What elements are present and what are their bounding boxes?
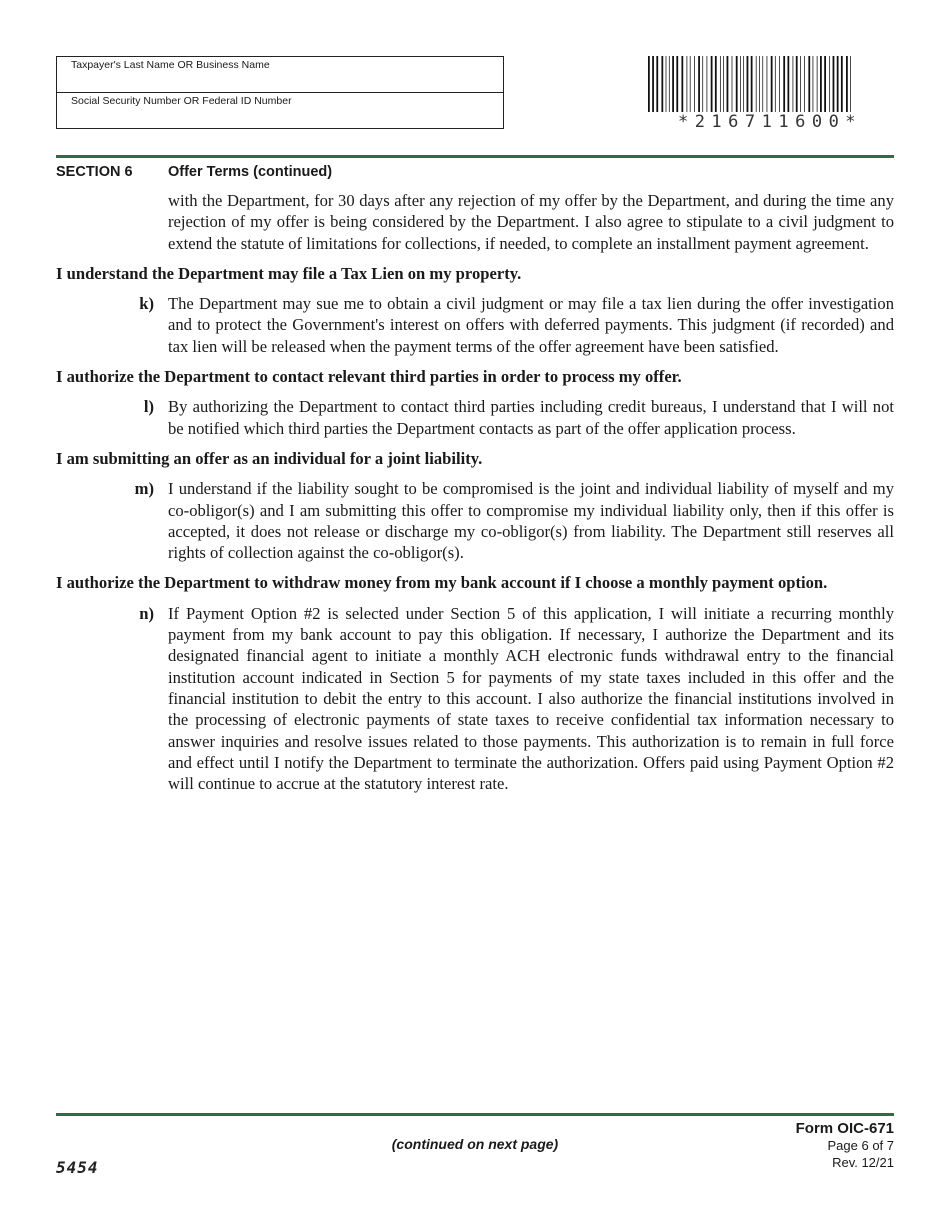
barcode-bar bbox=[775, 56, 776, 112]
barcode-bar bbox=[824, 56, 826, 112]
barcode-bar bbox=[796, 56, 798, 112]
barcode-bar bbox=[751, 56, 753, 112]
item-text: By authorizing the Department to contact third parties including credit bureaus, I understand that I will not be notified which third parties the Department contacts as part of the offer application process. bbox=[168, 397, 894, 438]
barcode-bar bbox=[850, 56, 851, 112]
item-text: If Payment Option #2 is selected under Section 5 of this application, I will initiate a recurring monthly payment from my bank account to pay this obligation. If necessary, I authorize the Department and its designated financial agent to initiate a monthly ACH electronic funds withdrawal entry to the financial institution account indicated in Section 5 for payments of my state taxes included in this offer and the financial institution to debit the entry to this account. I also authorize the financial institutions involved in the processing of electronic payments of state taxes to receive confidential tax information necessary to answer inquiries and resolve issues related to those payments. This authorization is to remain in full force and effect until I notify the Department to terminate the authorization. Offers paid using Payment Option #2 will continue to accrue at the statutory interest rate. bbox=[168, 603, 894, 794]
barcode-bar bbox=[681, 56, 683, 112]
page-number: Page 6 of 7 bbox=[827, 1138, 894, 1153]
item-label: m) bbox=[134, 479, 154, 499]
barcode-bar bbox=[690, 56, 691, 112]
barcode-bar bbox=[779, 56, 780, 112]
barcode bbox=[648, 56, 892, 112]
barcode-bar bbox=[727, 56, 729, 112]
barcode-bar bbox=[817, 56, 818, 112]
barcode-bar bbox=[698, 56, 700, 112]
barcode-bar bbox=[648, 56, 650, 112]
section-heading bbox=[56, 164, 332, 180]
section-title: Offer Terms (continued) bbox=[168, 164, 333, 180]
barcode-bar bbox=[740, 56, 741, 112]
barcode-bar bbox=[669, 56, 670, 112]
section-body bbox=[56, 190, 894, 803]
taxpayer-name-label: Taxpayer's Last Name OR Business Name bbox=[71, 59, 270, 71]
barcode-bar bbox=[652, 56, 654, 112]
intro-paragraph: with the Department, for 30 days after any rejection of my offer by the Department, and during the time any rejection of my offer is being considered by the Department. I also agree to stipulate to a civil judgment to extend the statute of limitations for collections, if needed, to complete an installment payment agreement. bbox=[168, 191, 894, 253]
barcode-bar bbox=[762, 56, 763, 112]
item-label: n) bbox=[139, 603, 154, 623]
barcode-bar bbox=[820, 56, 822, 112]
barcode-bar bbox=[672, 56, 674, 112]
block-heading: I understand the Department may file a Tax Lien on my property. bbox=[56, 263, 522, 283]
barcode-bar bbox=[694, 56, 695, 112]
item-text: I understand if the liability sought to be compromised is the joint and individual liability of myself and my co-obligor(s) and I am submitting this offer to compromise my individual liability only, then if this offer is accepted, it does not release or discharge my co-obligor(s) from liability. The Department still reserves all rights of collection against the co-obligor(s). bbox=[168, 479, 894, 563]
top-divider bbox=[56, 155, 894, 158]
list-item bbox=[56, 293, 894, 357]
barcode-bar bbox=[829, 56, 830, 112]
list-item bbox=[56, 478, 894, 563]
barcode-bar bbox=[736, 56, 738, 112]
barcode-bar bbox=[787, 56, 789, 112]
barcode-bar bbox=[676, 56, 678, 112]
block-heading: I authorize the Department to withdraw money from my bank account if I choose a monthly payment option. bbox=[56, 573, 828, 593]
barcode-bar bbox=[767, 56, 768, 112]
barcode-bar bbox=[759, 56, 760, 112]
barcode-bar bbox=[707, 56, 708, 112]
form-info bbox=[796, 1120, 894, 1171]
ssn-field[interactable] bbox=[57, 93, 503, 129]
item-label: k) bbox=[139, 294, 154, 314]
barcode-bar bbox=[833, 56, 835, 112]
barcode-bar bbox=[702, 56, 703, 112]
barcode-bar bbox=[715, 56, 717, 112]
continued-note: (continued on next page) bbox=[391, 1136, 559, 1152]
barcode-bar bbox=[841, 56, 843, 112]
section-number: SECTION 6 bbox=[56, 164, 133, 180]
barcode-bar bbox=[783, 56, 785, 112]
barcode-bar bbox=[656, 56, 658, 112]
barcode-bar bbox=[846, 56, 848, 112]
list-item bbox=[56, 603, 894, 795]
barcode-bar bbox=[687, 56, 688, 112]
barcode-bar bbox=[771, 56, 773, 112]
revision-date: Rev. 12/21 bbox=[832, 1155, 894, 1170]
barcode-bar bbox=[800, 56, 801, 112]
barcode-bar bbox=[661, 56, 663, 112]
barcode-bar bbox=[813, 56, 814, 112]
barcode-bar bbox=[711, 56, 713, 112]
block-heading: I am submitting an offer as an individual for a joint liability. bbox=[56, 448, 483, 468]
barcode-bar bbox=[804, 56, 805, 112]
taxpayer-name-field[interactable] bbox=[57, 57, 503, 93]
barcode-bar bbox=[723, 56, 724, 112]
ssn-label: Social Security Number OR Federal ID Number bbox=[71, 95, 292, 107]
barcode-bar bbox=[756, 56, 757, 112]
barcode-number: *216711600* bbox=[677, 112, 863, 132]
barcode-bar bbox=[743, 56, 744, 112]
barcode-bar bbox=[837, 56, 839, 112]
form-code: 5454 bbox=[56, 1158, 99, 1177]
block-heading: I authorize the Department to contact relevant third parties in order to process my offer. bbox=[56, 367, 682, 387]
item-label: l) bbox=[143, 397, 154, 417]
form-number: Form OIC-671 bbox=[795, 1120, 894, 1137]
bottom-divider bbox=[56, 1113, 894, 1116]
barcode-bar bbox=[793, 56, 794, 112]
barcode-bar bbox=[666, 56, 667, 112]
taxpayer-id-box bbox=[56, 56, 504, 129]
barcode-bar bbox=[747, 56, 749, 112]
barcode-bar bbox=[732, 56, 733, 112]
barcode-bar bbox=[808, 56, 810, 112]
item-text: The Department may sue me to obtain a civil judgment or may file a tax lien during the offer investigation and to protect the Government's interest on offers with deferred payments. This judgment (if recorded) and tax lien will be released when the payment terms of the offer agreement have been satisfied. bbox=[168, 294, 894, 356]
list-item bbox=[56, 396, 894, 439]
barcode-bar bbox=[720, 56, 721, 112]
